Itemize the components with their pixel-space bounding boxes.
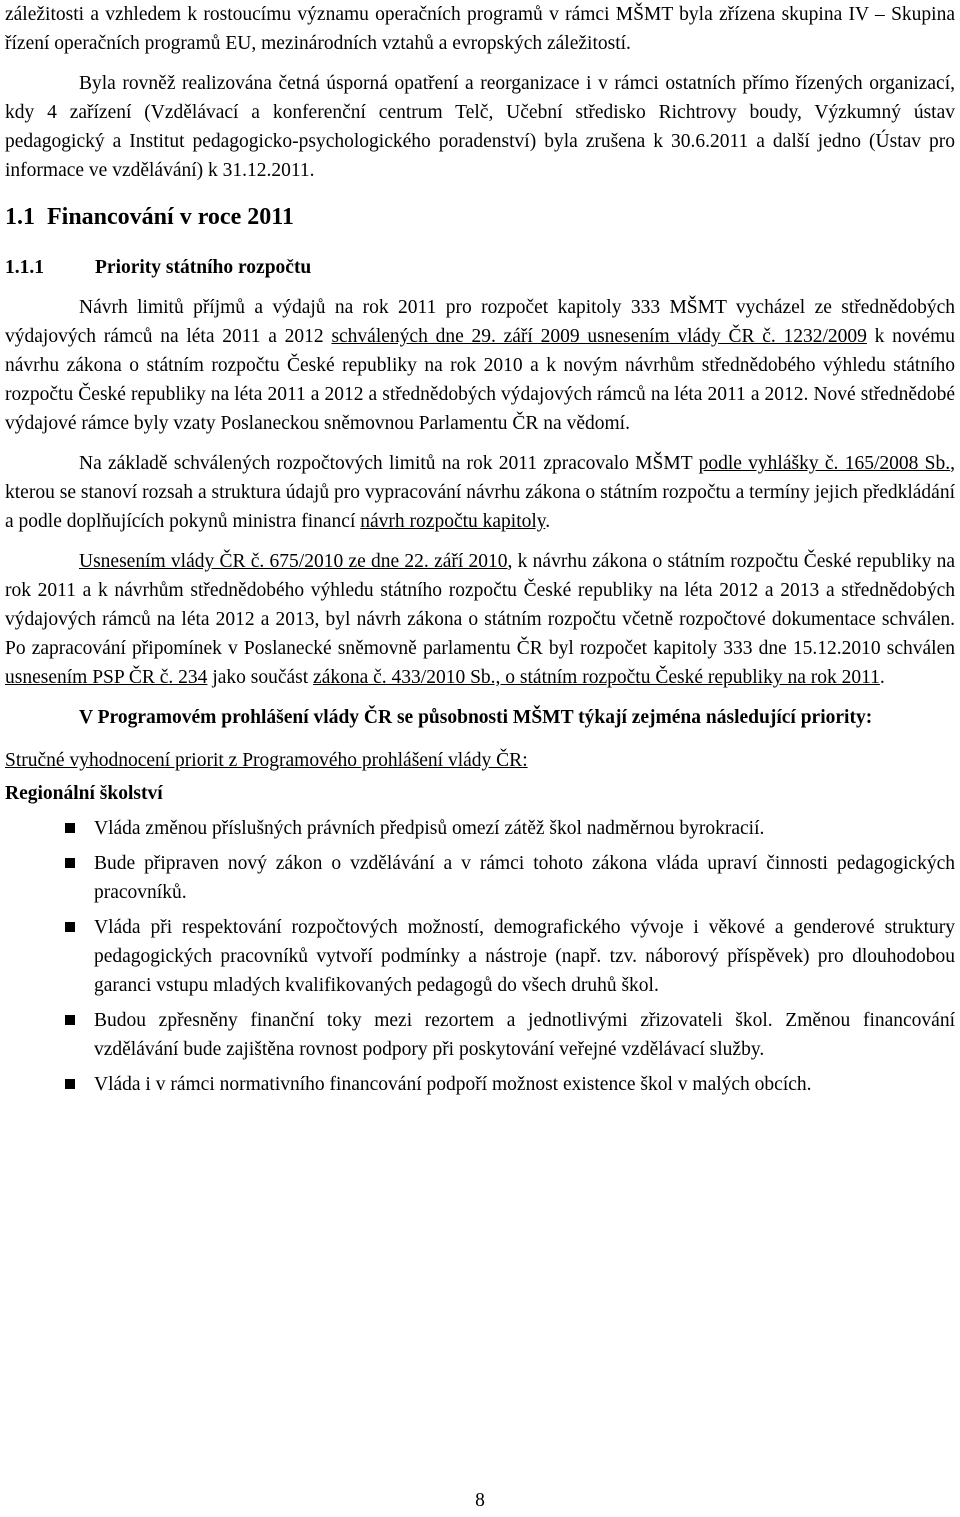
square-bullet-icon xyxy=(65,1015,75,1025)
list-item xyxy=(5,849,955,907)
text-run: . xyxy=(545,511,551,532)
link-priorities-evaluation[interactable] xyxy=(5,746,955,775)
square-bullet-icon xyxy=(65,922,75,932)
section-number: 1.1 xyxy=(5,204,35,230)
text-run: . xyxy=(879,667,885,688)
list-item-text: Bude připraven nový zákon o vzdělávání a v rámci tohoto zákona vláda upraví činnosti pedagogických pracovníků. xyxy=(94,853,955,903)
list-item xyxy=(5,913,955,1000)
link-government-resolution-1232[interactable]: schválených dne 29. září 2009 usnesením vlády ČR č. 1232/2009 xyxy=(331,326,867,347)
square-bullet-icon xyxy=(65,823,75,833)
paragraph-budget-proposal xyxy=(5,449,955,536)
text-run: Na základě schválených rozpočtových limitů na rok 2011 zpracovalo MŠMT xyxy=(79,453,699,474)
link-government-resolution-675[interactable]: Usnesením vlády ČR č. 675/2010 ze dne 22. září 2010 xyxy=(79,551,508,572)
text-run: k novému návrhu zákona o státním rozpočtu České republiky na rok 2010 a k novým návrhům střednědobého výhledu státního rozpočtu České republiky na léta 2011 a 2012 a střednědobých výdajových rámců na léta 2011 a 2012. Nové střednědobé výdajové rámce byly vzaty Poslaneckou sněmovnou Parlamentu ČR na vědomí. xyxy=(5,326,955,434)
list-item xyxy=(5,1006,955,1064)
square-bullet-icon xyxy=(65,1079,75,1089)
subsection-title: Priority státního rozpočtu xyxy=(95,257,312,278)
priority-list xyxy=(5,814,955,1099)
section-heading xyxy=(5,201,955,233)
text-run: jako součást xyxy=(207,667,314,688)
document-page xyxy=(5,0,955,1099)
section-title: Financování v roce 2011 xyxy=(47,204,294,230)
list-item-text: Vláda i v rámci normativního financování podpoří možnost existence škol v malých obcích. xyxy=(94,1074,812,1095)
paragraph-intro: záležitosti a vzhledem k rostoucímu významu operačních programů v rámci MŠMT byla zřízena skupina IV – Skupina řízení operačních programů EU, mezinárodních vztahů a evropských záležitostí. xyxy=(5,4,955,54)
list-item xyxy=(5,814,955,843)
list-item-text: Vláda změnou příslušných právních předpisů omezí zátěž škol nadměrnou byrokracií. xyxy=(94,818,765,839)
list-item xyxy=(5,1070,955,1099)
text-run: , kterou se stanoví rozsah a struktura údajů pro vypracování návrhu zákona o státním rozpočtu a termíny jejich předkládání a podle doplňujících pokynů ministra financí xyxy=(5,453,956,532)
heading-regional-education: Regionální školství xyxy=(5,783,163,804)
link-decree-165[interactable]: podle vyhlášky č. 165/2008 Sb. xyxy=(698,453,951,474)
subsection-number: 1.1.1 xyxy=(5,257,44,278)
paragraph-priorities-intro: V Programovém prohlášení vlády ČR se působnosti MŠMT týkají zejména následující priority: xyxy=(79,707,873,728)
page-number: 8 xyxy=(475,1490,485,1511)
list-item-text: Budou zpřesněny finanční toky mezi rezortem a jednotlivými zřizovateli škol. Změnou financování vzdělávání bude zajištěna rovnost podpory při poskytování veřejné vzdělávací služby. xyxy=(94,1010,955,1060)
paragraph-budget-limits xyxy=(5,293,955,438)
square-bullet-icon xyxy=(65,858,75,868)
text-run: Návrh limitů příjmů a výdajů na rok 2011 pro rozpočet kapitoly 333 MŠMT vycházel ze střednědobých výdajových rámců na léta 2011 a 2012 xyxy=(5,297,955,347)
subsection-heading xyxy=(5,253,955,282)
link-act-433[interactable]: zákona č. 433/2010 Sb., o státním rozpočtu České republiky na rok 2011 xyxy=(313,667,880,688)
paragraph-reorganization: Byla rovněž realizována četná úsporná opatření a reorganizace i v rámci ostatních přímo řízených organizací, kdy 4 zařízení (Vzdělávací a konferenční centrum Telč, Učební středisko Richtrovy boudy, Výzkumný ústav pedagogický a Institut pedagogicko-psychologického poradenství) byla zrušena k 30.6.2011 a další jedno (Ústav pro informace ve vzdělávání) k 31.12.2011. xyxy=(5,73,955,181)
list-item-text: Vláda při respektování rozpočtových možností, demografického vývoje i věkové a genderové struktury pedagogických pracovníků vytvoří podmínky a nástroje (např. tzv. náborový příspěvek) pro dlouhodobou garanci vstupu mladých kvalifikovaných pedagogů do všech druhů škol. xyxy=(94,917,955,996)
link-budget-proposal[interactable]: návrh rozpočtu kapitoly xyxy=(360,511,546,532)
link-text[interactable]: Stručné vyhodnocení priorit z Programového prohlášení vlády ČR: xyxy=(5,750,528,771)
paragraph-budget-approval xyxy=(5,547,955,692)
link-psp-resolution-234[interactable]: usnesením PSP ČR č. 234 xyxy=(5,667,208,688)
text-run: , k návrhu zákona o státním rozpočtu České republiky na rok 2011 a k návrhům střednědobého výhledu státního rozpočtu České republiky na léta 2012 a 2013 a střednědobých výdajových rámců na léta 2012 a 2013, byl návrh zákona o státním rozpočtu včetně rozpočtové dokumentace schválen. Po zapracování připomínek v Poslanecké sněmovně parlamentu ČR byl rozpočet kapitoly 333 dne 15.12.2010 schválen xyxy=(5,551,956,659)
